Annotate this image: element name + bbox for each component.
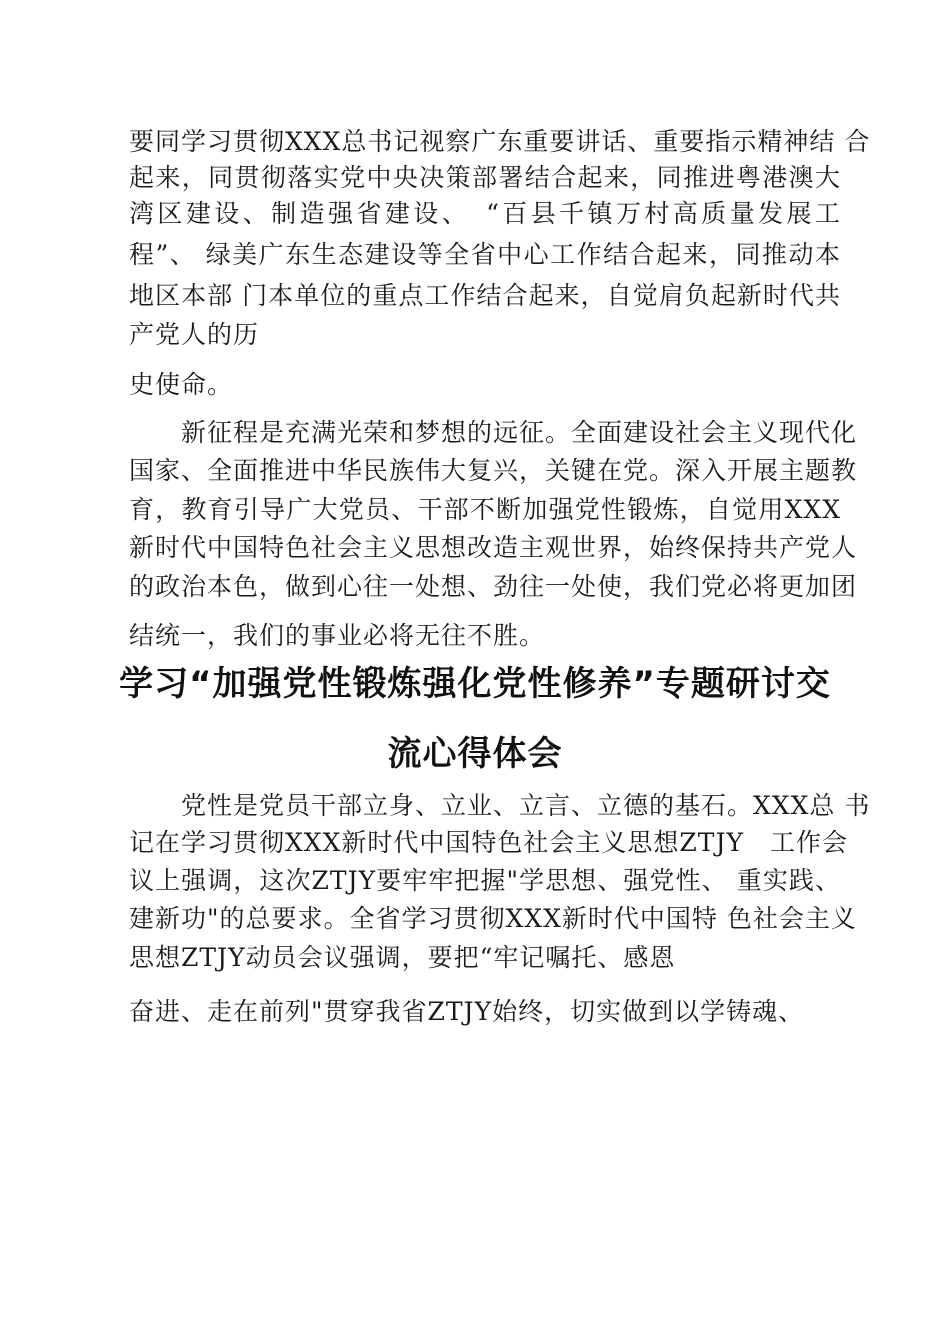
paragraph-1-line-3: 湾区建设、制造强省建设、 “百县千镇万村高质量发展工 <box>129 199 841 228</box>
paragraph-2-line-4: 新时代中国特色社会主义思想改造主观世界，始终保持共产党人 <box>129 533 858 562</box>
section-heading-line-2: 流心得体会 <box>387 734 563 774</box>
paragraph-2-line-3: 育，教育引导广大党员、干部不断加强党性锻炼，自觉用XXX <box>129 495 841 524</box>
paragraph-1-line-6: 产党人的历 <box>129 320 260 349</box>
paragraph-1-line-5: 地区本部 门本单位的重点工作结合起来，自觉肩负起新时代共 <box>129 281 841 310</box>
paragraph-3-line-2: 记在学习贯彻XXX新时代中国特色社会主义思想ZTJY 工作会 <box>129 828 848 857</box>
paragraph-1-line-1: 要同学习贯彻XXX总书记视察广东重要讲话、重要指示精神结 合 <box>129 127 871 156</box>
section-heading-line-1: 学习“加强党性锻炼强化党性修养”专题研讨交 <box>119 664 831 704</box>
paragraph-2-line-6: 结统一，我们的事业必将无往不胜。 <box>129 621 546 650</box>
paragraph-2-line-2: 国家、全面推进中华民族伟大复兴，关键在党。深入开展主题教 <box>129 456 858 485</box>
paragraph-3-line-4: 建新功"的总要求。全省学习贯彻XXX新时代中国特 色社会主义 <box>129 904 857 933</box>
paragraph-3-line-6: 奋进、走在前列"贯穿我省ZTJY始终，切实做到以学铸魂、 <box>129 997 805 1026</box>
paragraph-3-line-5: 思想ZTJY动员会议强调，要把“牢记嘱托、感恩 <box>129 943 676 972</box>
paragraph-1-line-2: 起来，同贯彻落实党中央决策部署结合起来，同推进粤港澳大 <box>129 163 841 192</box>
paragraph-2-line-5: 的政治本色，做到心往一处想、劲往一处使，我们党必将更加团 <box>129 572 858 601</box>
paragraph-1-line-7: 史使命。 <box>129 370 234 399</box>
paragraph-3-line-1: 党性是党员干部立身、立业、立言、立德的基石。XXX总 书 <box>129 791 871 820</box>
paragraph-1-line-4: 程”、 绿美广东生态建设等全省中心工作结合起来，同推动本 <box>129 240 841 269</box>
paragraph-3-line-3: 议上强调，这次ZTJY要牢牢把握"学思想、强党性、 重实践、 <box>129 866 841 895</box>
paragraph-2-line-1: 新征程是充满光荣和梦想的远征。全面建设社会主义现代化 <box>129 418 858 447</box>
